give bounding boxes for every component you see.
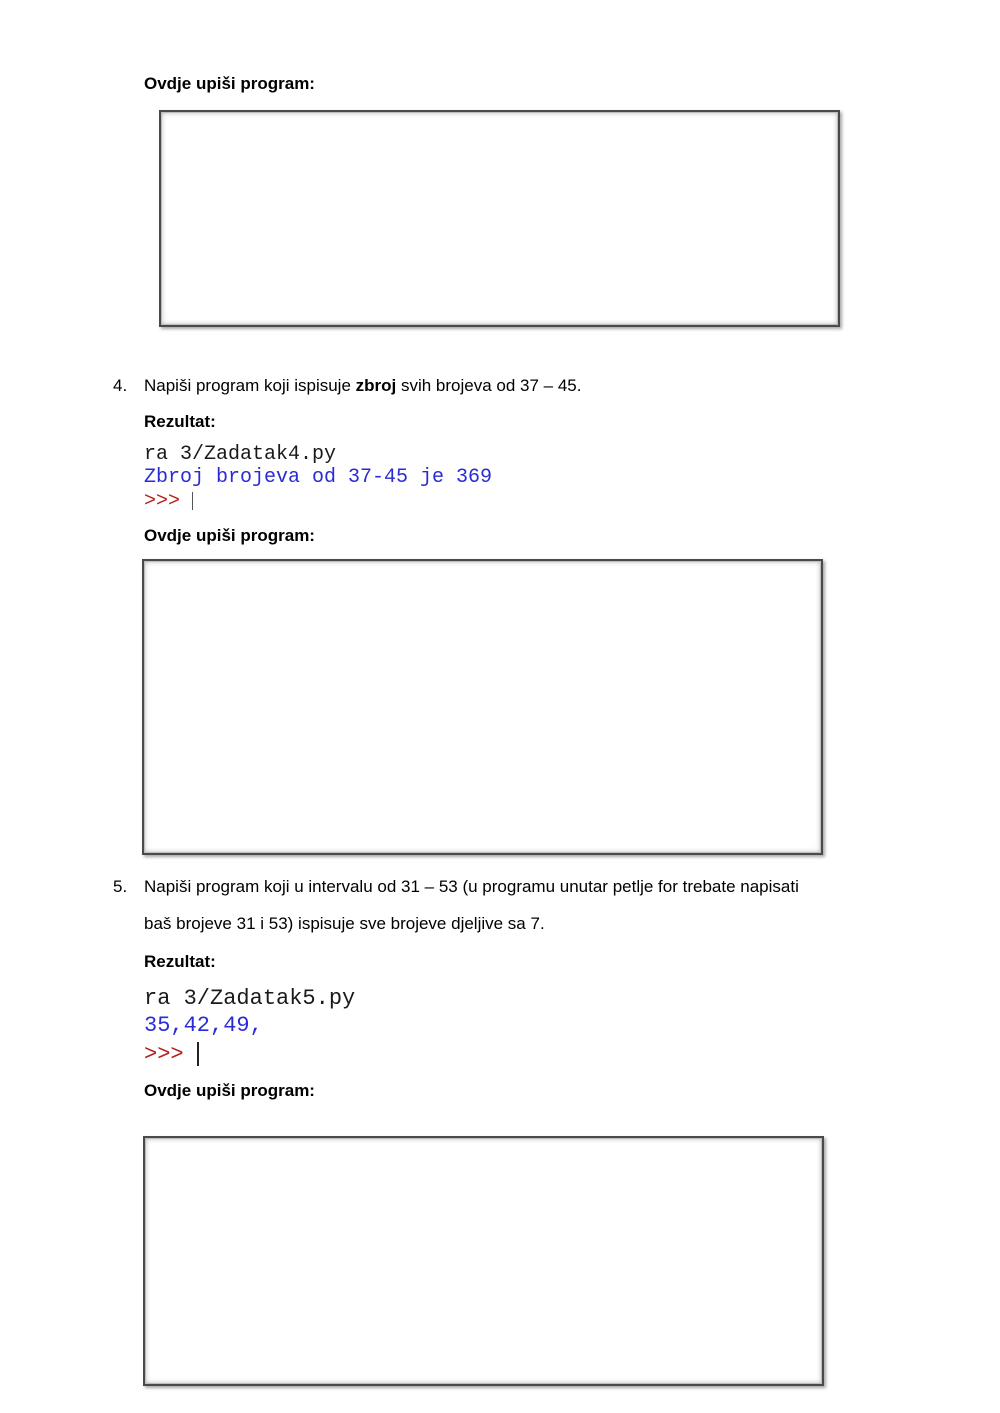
- task-4-result-label: Rezultat:: [144, 412, 216, 431]
- task-5-text-line-2: baš brojeve 31 i 53) ispisuje sve brojeve djeljive sa 7.: [144, 914, 545, 933]
- task-5-number: 5.: [113, 877, 128, 896]
- task-5-program-answer-box[interactable]: [143, 1136, 824, 1386]
- task-5-result-label: Rezultat:: [144, 952, 216, 971]
- task-4-output-line-1: ra 3/Zadatak4.py: [144, 443, 337, 466]
- task-4-prompt-row: [144, 489, 492, 513]
- task-5-prompt-row: [144, 1039, 355, 1068]
- task-4-text-before: Napiši program koji ispisuje: [144, 376, 356, 395]
- task-4-program-answer-box[interactable]: [142, 559, 823, 855]
- task-4-output-line-3: >>>: [144, 490, 193, 513]
- text-cursor-icon: [192, 492, 193, 510]
- task-5-output-line-3: >>>: [144, 1042, 197, 1067]
- program-prompt-label-top: Ovdje upiši program:: [144, 74, 315, 93]
- task-4-text-bold: zbroj: [355, 376, 397, 395]
- task-5-program-prompt-label: Ovdje upiši program:: [144, 1081, 315, 1100]
- task-4-program-prompt-label: Ovdje upiši program:: [144, 526, 315, 545]
- task-4-text-after: svih brojeva od 37 – 45.: [396, 376, 582, 395]
- task-4-output-line-2: Zbroj brojeva od 37-45 je 369: [144, 466, 493, 489]
- task-4-text: [144, 376, 581, 396]
- task-5-text-line-1: Napiši program koji u intervalu od 31 – 53 (u programu unutar petlje for trebate napisati: [144, 877, 799, 896]
- program-answer-box-top[interactable]: [159, 110, 840, 327]
- task-5-shell-output: [144, 985, 355, 1068]
- task-4-number: 4.: [113, 376, 128, 395]
- task-5-output-line-2: 35,42,49,: [144, 1013, 263, 1038]
- text-cursor-icon: [197, 1042, 199, 1066]
- task-4-shell-output: [144, 443, 492, 513]
- task-5-output-line-1: ra 3/Zadatak5.py: [144, 986, 356, 1011]
